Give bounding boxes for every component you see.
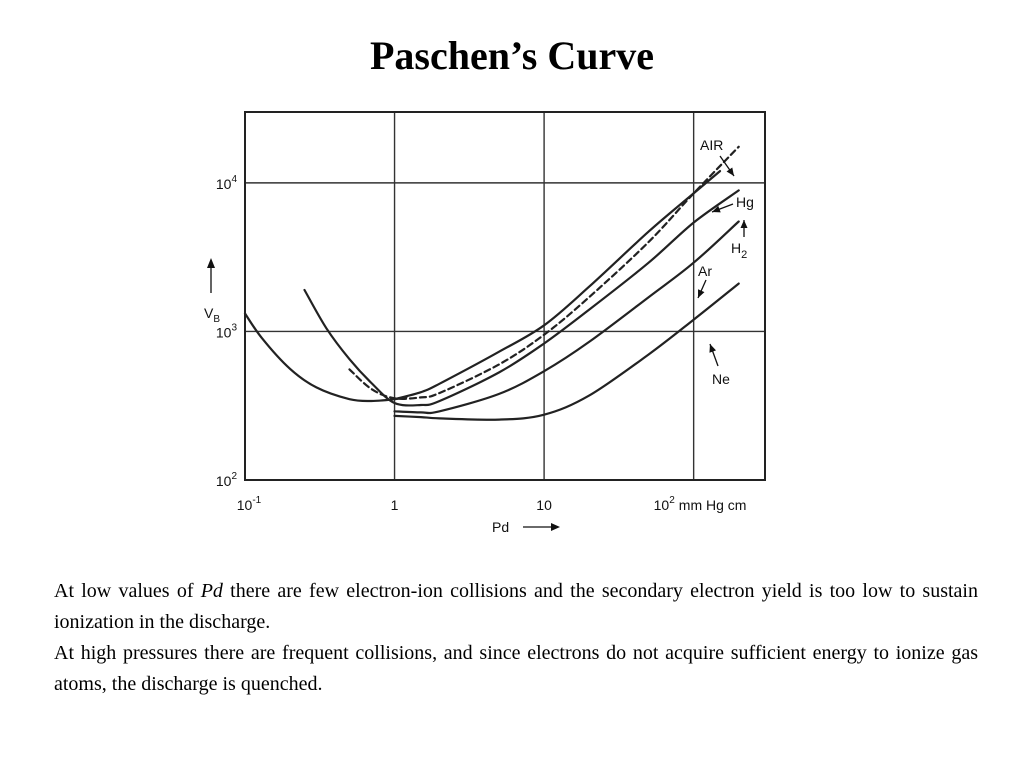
caption: [54, 576, 978, 700]
curve-label-air-arrow-head: [727, 167, 734, 176]
caption-paragraph-1: [54, 576, 978, 638]
x-axis-title: Pd: [492, 519, 510, 535]
plot-frame: [245, 112, 765, 480]
curve-label-ar: Ar: [698, 263, 712, 279]
series-line-h2: [305, 190, 739, 405]
curve-label-hg: Hg: [736, 194, 754, 210]
series-line-ar: [395, 222, 739, 414]
y-axis-arrow-head: [207, 258, 215, 268]
y-tick-label-1: $10^3$: [215, 322, 237, 341]
caption-text-1a: At low values of: [54, 580, 201, 602]
curve-labels: [698, 137, 754, 387]
caption-paragraph-2: At high pressures there are frequent collisions, and since electrons do not acquire sufficient energy to ionize gas atoms, the discharge is quenched.: [54, 642, 978, 695]
x-axis-arrow-head: [551, 523, 560, 531]
curve-label-ne-arrow-head: [709, 344, 716, 353]
curve-label-air: AIR: [700, 137, 724, 153]
curve-label-ne: Ne: [712, 371, 730, 387]
plot-border: [245, 112, 765, 480]
curve-label-h2-arrow-head: [741, 220, 748, 228]
paschen-chart: [190, 100, 790, 540]
x-tick-label-2: 10: [536, 497, 552, 513]
series-group: [245, 147, 739, 420]
curve-label-h2: $H_2$: [731, 240, 748, 261]
slide-title: Paschen’s Curve: [369, 33, 655, 78]
caption-text-1b: there are few electron-ion collisions and the secondary electron yield is too low to sustain ionization in the discharge.: [54, 580, 978, 633]
y-axis-title: $V_B$: [204, 305, 221, 325]
x-tick-label-1: 1: [390, 497, 399, 513]
y-tick-label-2: $10^4$: [215, 173, 237, 192]
y-tick-label-0: $10^2$: [215, 471, 237, 489]
x-tick-label-0: $10^{-1}$: [236, 495, 262, 513]
grid: [245, 112, 765, 480]
series-line-hg: [395, 171, 721, 399]
x-tick-label-3: $10^2$ mm Hg cm: [653, 495, 747, 513]
caption-term-pd: Pd: [200, 580, 223, 602]
